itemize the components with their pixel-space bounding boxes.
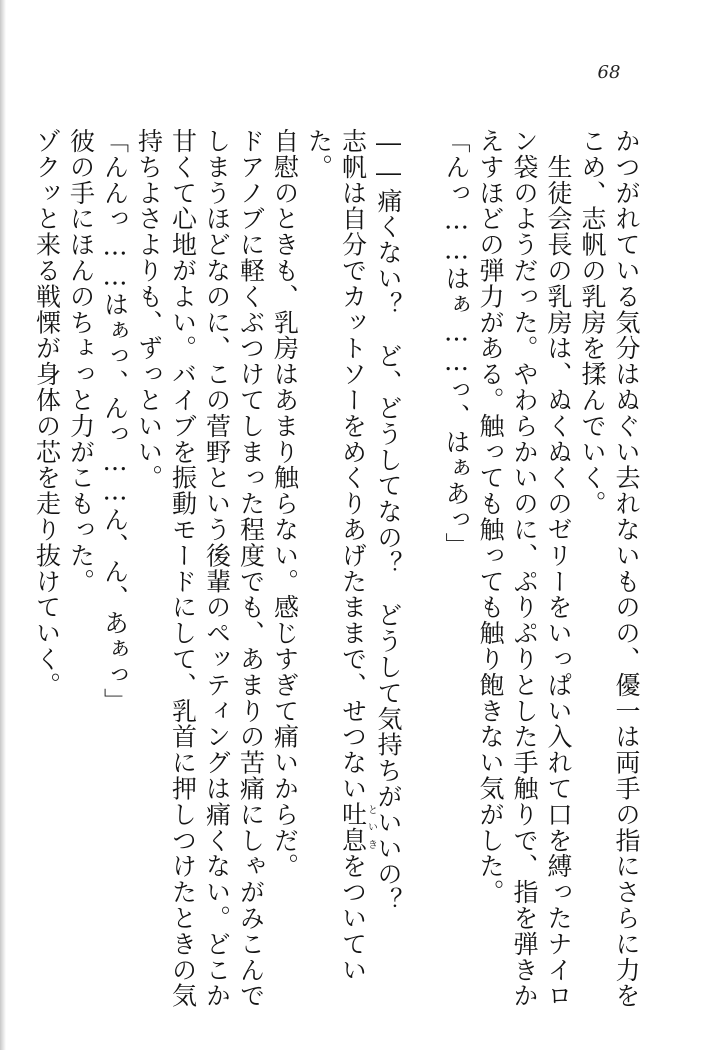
paragraph-3: 「んっ……はぁ……っ、はぁあっ」 xyxy=(442,128,471,559)
scan-edge-shadow xyxy=(0,0,6,1050)
ruby-reading: といき xyxy=(365,801,377,854)
paragraph-4-after: をついていた。 xyxy=(304,128,368,983)
page-number: 68 xyxy=(597,62,621,83)
paragraph-5: 自慰のときも、乳房はあまり触らない。感じすぎて痛いからだ。 ドアノブに軽くぶつけてしまった程度でも、あまりの苦痛にしゃがみこんでしまうほどなのに、この菅野という後輩のペッティングは痛くない。どこか甘くて心地がよい。バイブを振動モードにして、乳首に押しつけたときの気持ちよさよりも、ずっといい。 xyxy=(134,128,300,1009)
paragraph-4-before: ――痛くない？ ど、どうしてなの？ どうして気持ちがいいの？ 志帆は自分でカットソーをめくりあげたままで、せつない xyxy=(338,128,403,913)
ruby-base: 吐息 xyxy=(338,801,368,854)
paragraph-2: 生徒会長の乳房は、ぬくぬくのゼリーをいっぱい入れて口を縛ったナイロン袋のようだった。やわらかいのに、ぷりぷりとした手触りで、指を弾きかえすほどの弾力がある。触っても触っても触り飽きない気がした。 xyxy=(476,128,573,1009)
paragraph-4 xyxy=(302,128,406,1030)
paragraph-6: 「んんっ……はぁっ、んっ……ん、ん、あぁっ」 彼の手にほんのちょっと力がこもった。 ゾクッと来る戦慄が身体の芯を走り抜けていく。 xyxy=(32,128,130,714)
ruby-toiki xyxy=(338,801,377,854)
paragraph-break xyxy=(405,128,439,1030)
paragraph-1: かつがれている気分はぬぐい去れないものの、優一は両手の指にさらに力をこめ、志帆の乳房を揉んでいく。 xyxy=(578,128,641,1009)
body-text xyxy=(30,128,644,1030)
